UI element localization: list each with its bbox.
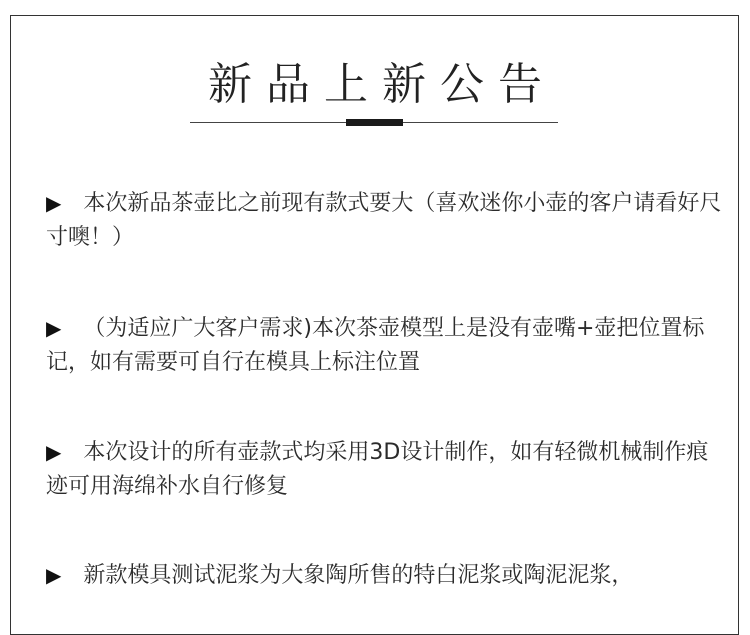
notice-text: 新款模具测试泥浆为大象陶所售的特白泥浆或陶泥泥浆， (83, 563, 634, 588)
notice-item (46, 558, 726, 593)
notice-text: 本次新品茶壶比之前现有款式要大（喜欢迷你小壶的客户请看好尺寸噢！） (46, 191, 722, 250)
arrow-bullet-icon: ▶ (46, 440, 62, 464)
notice-item (46, 311, 726, 380)
title-accent-bar (346, 119, 403, 126)
arrow-bullet-icon: ▶ (46, 191, 62, 215)
notice-item (46, 435, 726, 504)
arrow-bullet-icon: ▶ (46, 316, 62, 340)
page-title: 新品上新公告 (208, 59, 556, 110)
arrow-bullet-icon: ▶ (46, 563, 62, 587)
notice-item (46, 186, 726, 255)
notice-text: （为适应广大客户需求)本次茶壶模型上是没有壶嘴+壶把位置标记，如有需要可自行在模具上标注位置 (46, 316, 705, 375)
notice-text: 本次设计的所有壶款式均采用3D设计制作，如有轻微机械制作痕迹可用海绵补水自行修复 (46, 440, 709, 499)
